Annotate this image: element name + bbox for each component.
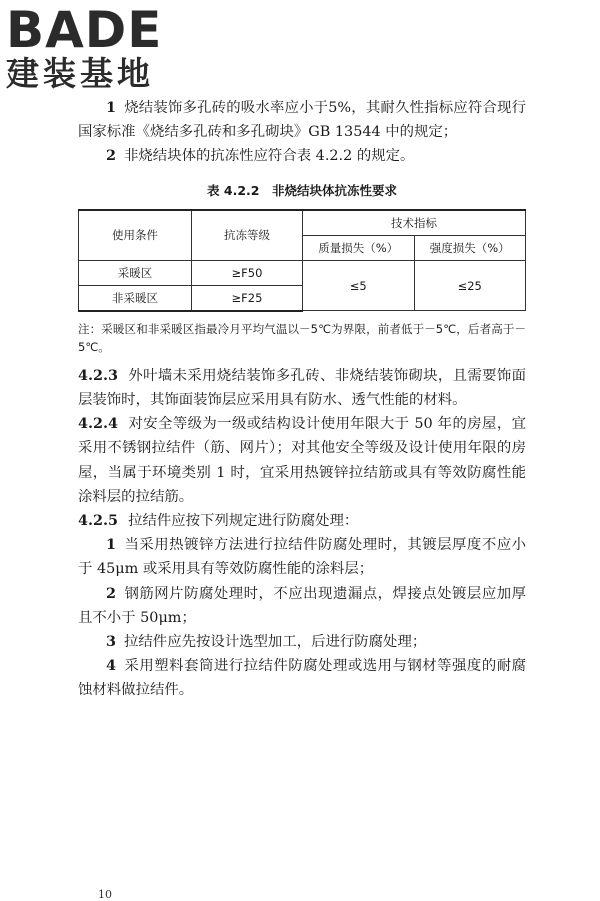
intro-item-1-number: 1 bbox=[106, 99, 117, 116]
header-strength-loss: 强度损失（%） bbox=[414, 235, 526, 260]
sub-item-text: 拉结件应先按设计选型加工，后进行防腐处理； bbox=[124, 634, 427, 651]
intro-item-1-text: 烧结装饰多孔砖的吸水率应小于5%，其耐久性指标应符合现行国家标准《烧结多孔砖和多孔砌块》GB 13544 中的规定； bbox=[78, 100, 526, 141]
row-condition: 采暖区 bbox=[79, 260, 192, 285]
intro-item-2 bbox=[78, 144, 526, 168]
clause-number: 4.2.4 bbox=[78, 415, 119, 433]
strength-loss-value: ≤25 bbox=[414, 260, 526, 311]
sub-item-1 bbox=[78, 533, 526, 581]
page-number: 10 bbox=[98, 888, 112, 901]
table-note: 注：采暖区和非采暖区指最冷月平均气温以－5℃为界限，前者低于－5℃，后者高于－5℃。 bbox=[78, 321, 526, 354]
row-condition: 非采暖区 bbox=[79, 285, 192, 311]
sub-item-2 bbox=[78, 582, 526, 630]
row-grade: ≥F25 bbox=[192, 285, 303, 311]
sub-item-number: 1 bbox=[106, 536, 117, 554]
sub-item-number: 3 bbox=[106, 633, 117, 651]
sub-item-number: 2 bbox=[106, 584, 117, 602]
sub-item-number: 4 bbox=[106, 657, 117, 675]
clause-text: 拉结件应按下列规定进行防腐处理： bbox=[128, 513, 359, 530]
logo-brand: BADE bbox=[6, 1, 163, 59]
sub-item-3 bbox=[78, 630, 526, 654]
header-condition: 使用条件 bbox=[79, 210, 192, 261]
document-body bbox=[78, 96, 526, 703]
header-grade: 抗冻等级 bbox=[192, 210, 303, 261]
table-title: 表 4.2.2 非烧结块体抗冻性要求 bbox=[207, 182, 397, 198]
sub-item-4 bbox=[78, 654, 526, 702]
clause-text: 对安全等级为一级或结构设计使用年限大于 50 年的房屋，宜采用不锈钢拉结件（筋、网片）；对其他安全等级及设计使用年限的房屋，当属于环境类别 1 时，宜采用热镀锌拉结筋或具有等效防腐性能涂料层的拉结筋。 bbox=[78, 416, 526, 505]
clause-number: 4.2.5 bbox=[78, 512, 119, 530]
mass-loss-value: ≤5 bbox=[303, 260, 415, 311]
header-tech: 技术指标 bbox=[303, 210, 526, 236]
sub-item-text: 采用塑料套筒进行拉结件防腐处理或选用与钢材等强度的耐腐蚀材料做拉结件。 bbox=[78, 658, 526, 699]
sub-item-text: 当采用热镀锌方法进行拉结件防腐处理时，其镀层厚度不应小于 45μm 或采用具有等效防腐性能的涂料层； bbox=[78, 537, 526, 578]
intro-item-2-text: 非烧结块体的抗冻性应符合表 4.2.2 的规定。 bbox=[124, 148, 415, 165]
frost-resistance-table bbox=[78, 209, 526, 312]
clause-4-2-3 bbox=[78, 364, 526, 412]
clause-4-2-5 bbox=[78, 509, 526, 533]
sub-item-text: 钢筋网片防腐处理时，不应出现遗漏点，焊接点处镀层应加厚且不小于 50μm； bbox=[78, 585, 526, 626]
clause-4-2-4 bbox=[78, 412, 526, 509]
row-grade: ≥F50 bbox=[192, 260, 303, 285]
clause-text: 外叶墙未采用烧结装饰多孔砖、非烧结装饰砌块，且需要饰面层装饰时，其饰面装饰层应采用具有防水、透气性能的材料。 bbox=[78, 367, 526, 409]
logo-subtitle: 建装基地 bbox=[6, 54, 154, 93]
intro-item-2-number: 2 bbox=[106, 147, 117, 165]
table-row bbox=[79, 260, 526, 285]
logo bbox=[6, 1, 176, 93]
intro-item-1 bbox=[78, 96, 526, 144]
clause-number: 4.2.3 bbox=[78, 366, 119, 384]
header-mass-loss: 质量损失（%） bbox=[303, 235, 415, 260]
